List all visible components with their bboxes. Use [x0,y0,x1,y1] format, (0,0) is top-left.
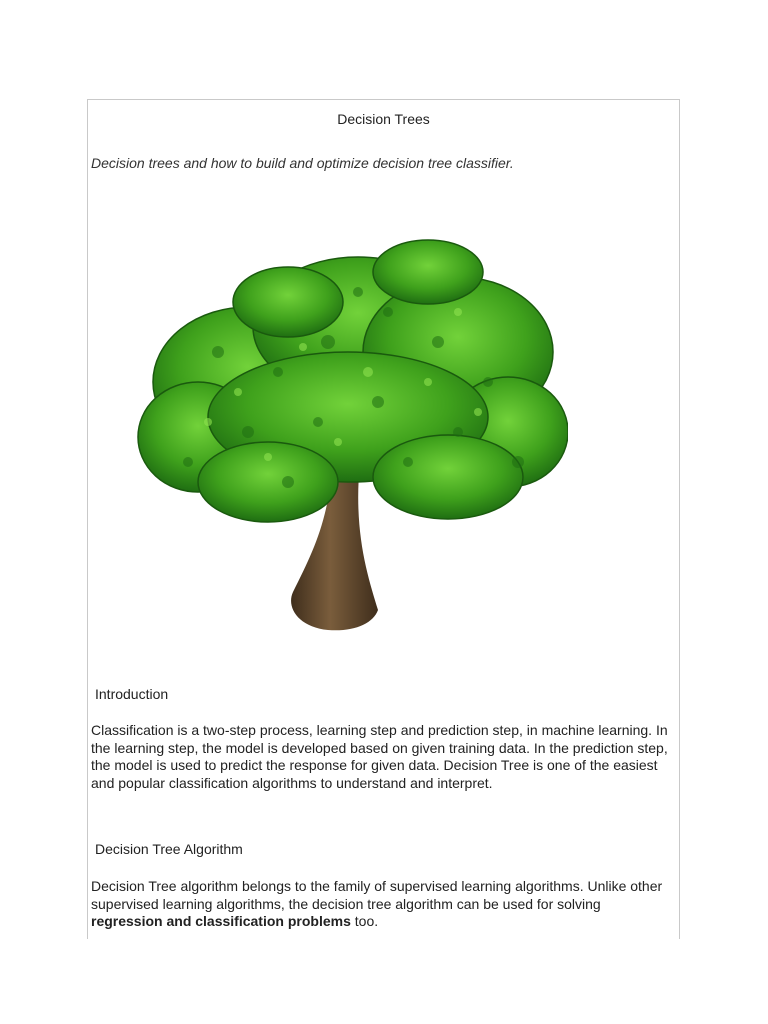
algorithm-paragraph-text: Decision Tree algorithm belongs to the family of supervised learning algorithms. Unlike other supervised learning algorithms, the decision tree algorithm can be used for solving [91,878,663,912]
algorithm-paragraph-emphasis: regression and classification problems [91,913,351,929]
document-title: Decision Trees [337,111,430,127]
document-subtitle: Decision trees and how to build and optimize decision tree classifier. [91,155,514,171]
introduction-paragraph: Classification is a two-step process, learning step and prediction step, in machine learning. In the learning step, the model is developed based on given training data. In the prediction step, the model is used to predict the response for given data. Decision Tree is one of the easiest and popular classification algorithms to understand and interpret. [91,722,668,791]
section-heading-decision-tree-algorithm: Decision Tree Algorithm [95,841,243,857]
tree-illustration-icon [128,232,568,637]
section-heading-introduction: Introduction [95,686,169,702]
algorithm-paragraph-tail: too. [350,913,379,929]
algorithm-paragraph [91,878,676,931]
